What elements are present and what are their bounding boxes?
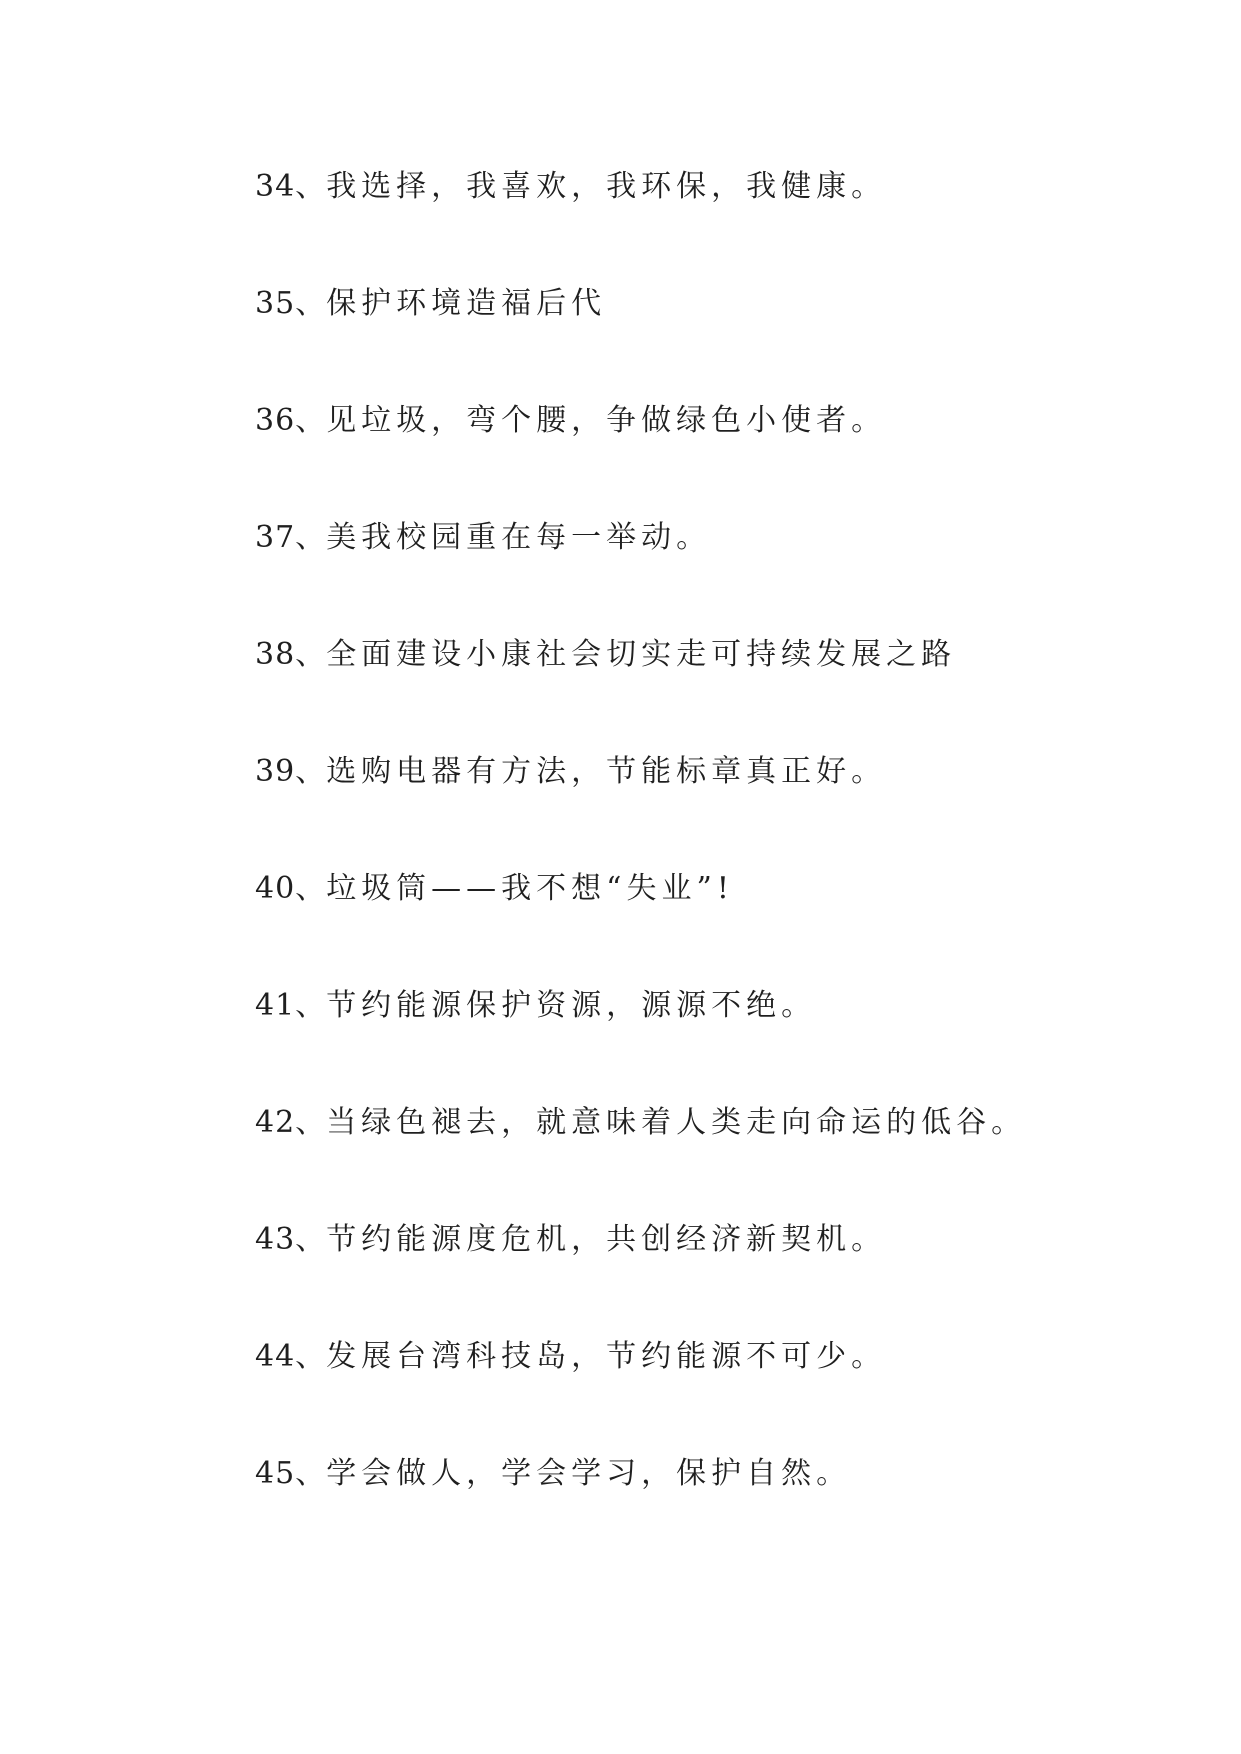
item-number: 41、 (255, 988, 327, 1023)
list-item (255, 1218, 1026, 1335)
item-number: 44、 (255, 1339, 327, 1374)
item-number: 38、 (255, 637, 327, 672)
item-text: 选购电器有方法，节能标章真正好。 (326, 754, 887, 789)
list-item (255, 399, 1026, 516)
list-item (255, 1101, 1026, 1218)
slogan-list (255, 165, 1026, 1569)
list-item (255, 867, 1026, 984)
item-number: 42、 (255, 1105, 327, 1140)
item-number: 34、 (255, 169, 327, 204)
item-text: 发展台湾科技岛，节约能源不可少。 (326, 1339, 887, 1374)
list-item (255, 516, 1026, 633)
list-item (255, 750, 1026, 867)
list-item (255, 633, 1026, 750)
item-text: 我选择，我喜欢，我环保，我健康。 (326, 169, 887, 204)
item-text: 学会做人，学会学习，保护自然。 (326, 1456, 852, 1491)
item-number: 35、 (255, 286, 327, 321)
list-item (255, 1452, 1026, 1569)
item-text: 垃圾筒——我不想“失业”! (326, 871, 734, 906)
item-number: 36、 (255, 403, 327, 438)
item-number: 40、 (255, 871, 327, 906)
item-text: 当绿色褪去，就意味着人类走向命运的低谷。 (326, 1105, 1027, 1140)
item-text: 节约能源保护资源，源源不绝。 (326, 988, 817, 1023)
item-text: 全面建设小康社会切实走可持续发展之路 (326, 637, 957, 672)
item-text: 节约能源度危机，共创经济新契机。 (326, 1222, 887, 1257)
list-item (255, 1335, 1026, 1452)
item-number: 45、 (255, 1456, 327, 1491)
list-item (255, 984, 1026, 1101)
list-item (255, 165, 1026, 282)
item-text: 见垃圾，弯个腰，争做绿色小使者。 (326, 403, 887, 438)
item-text: 美我校园重在每一举动。 (326, 520, 712, 555)
item-number: 37、 (255, 520, 327, 555)
item-number: 39、 (255, 754, 327, 789)
item-text: 保护环境造福后代 (326, 286, 607, 321)
item-number: 43、 (255, 1222, 327, 1257)
list-item (255, 282, 1026, 399)
